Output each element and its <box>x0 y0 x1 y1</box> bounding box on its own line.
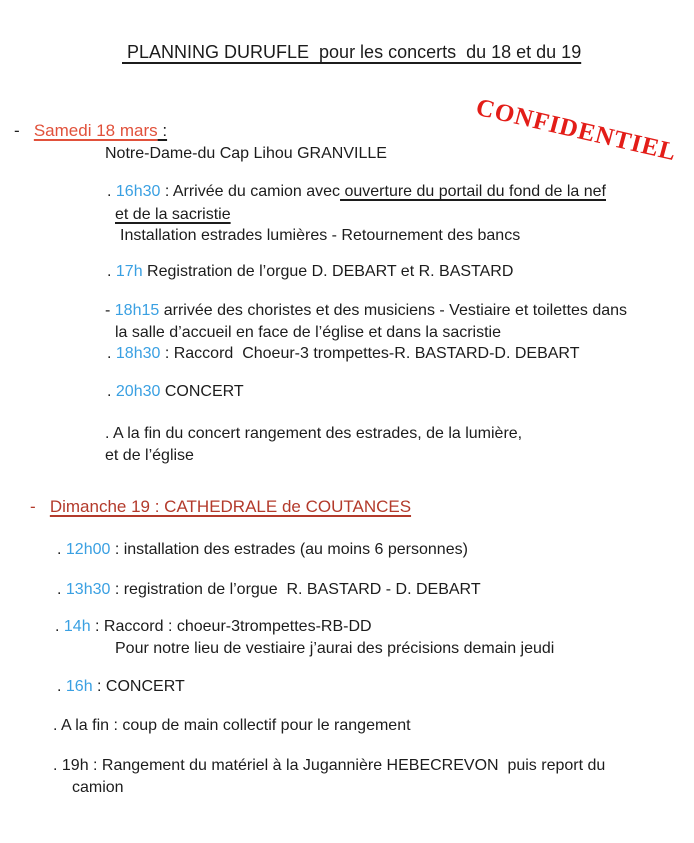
item-16h <box>57 676 185 698</box>
heading-colon: : <box>157 121 168 140</box>
bullet: . <box>107 263 116 280</box>
item-text: . A la fin : coup de main collectif pour le rangement <box>53 717 411 734</box>
time-label: 17h <box>115 263 143 280</box>
time-label: 12h00 <box>65 541 111 558</box>
dash: - <box>14 121 34 140</box>
section-heading-dimanche <box>30 496 411 518</box>
venue-name: Notre-Dame-du Cap Lihou GRANVILLE <box>105 145 387 162</box>
item-text: arrivée des choristes et des musiciens - Vestiaire et toilettes dans <box>159 302 628 319</box>
item-16h30-cont-2 <box>120 225 520 247</box>
note-a-la-fin <box>53 715 411 737</box>
item-19h-cont <box>72 777 124 799</box>
underlined-text: ouverture du portail du fond de la nef <box>340 183 606 200</box>
section-heading-samedi <box>14 120 167 142</box>
item-18h15-cont <box>115 322 501 344</box>
bullet: . <box>57 581 66 598</box>
item-19h <box>53 755 605 777</box>
item-text: : CONCERT <box>92 678 185 695</box>
time-label: 18h15 <box>114 302 160 319</box>
date-heading: Samedi 18 mars <box>33 121 158 140</box>
time-label: 14h <box>63 618 91 635</box>
time-label: 20h30 <box>115 383 161 400</box>
item-18h30 <box>107 343 579 365</box>
note-end-of-concert <box>105 423 522 445</box>
time-label: 16h <box>65 678 93 695</box>
item-text: : installation des estrades (au moins 6 personnes) <box>110 541 468 558</box>
venue-line <box>105 143 387 165</box>
page-title: PLANNING DURUFLE pour les concerts du 18 et du 19 <box>122 42 582 62</box>
item-16h30-cont-1 <box>115 204 231 226</box>
dash: - <box>105 302 115 319</box>
bullet: . <box>107 183 116 200</box>
item-text: : Raccord Choeur-3 trompettes-R. BASTARD-D. DEBART <box>160 345 580 362</box>
item-16h30 <box>107 181 606 203</box>
item-13h30 <box>57 579 481 601</box>
item-text: : Arrivée du camion avec <box>160 183 341 200</box>
item-18h15 <box>105 300 627 322</box>
confidential-stamp: CONFIDENTIEL <box>473 94 680 167</box>
item-20h30 <box>107 381 244 403</box>
time-label: 13h30 <box>65 581 111 598</box>
bullet: . <box>55 618 64 635</box>
item-14h-cont <box>115 638 554 660</box>
item-text: la salle d’accueil en face de l’église et dans la sacristie <box>115 324 501 341</box>
item-text: Registration de l’orgue D. DEBART et R. BASTARD <box>142 263 514 280</box>
time-label: 16h30 <box>115 183 161 200</box>
underlined-text: et de la sacristie <box>115 206 231 223</box>
item-text: camion <box>72 779 124 796</box>
date-heading: Dimanche 19 : CATHEDRALE de COUTANCES <box>49 497 412 516</box>
item-text: : Raccord : choeur-3trompettes-RB-DD <box>90 618 372 635</box>
item-text: . A la fin du concert rangement des estrades, de la lumière, <box>105 425 523 442</box>
bullet: . <box>107 383 116 400</box>
bullet: . <box>57 678 66 695</box>
note-end-of-concert-cont <box>105 445 194 467</box>
item-text: Installation estrades lumières - Retournement des bancs <box>120 227 521 244</box>
item-12h00 <box>57 539 468 561</box>
item-text: . 19h : Rangement du matériel à la Jugannière HEBECREVON puis report du <box>53 757 606 774</box>
item-14h <box>55 616 372 638</box>
bullet: . <box>57 541 66 558</box>
item-text: Pour notre lieu de vestiaire j’aurai des précisions demain jeudi <box>115 640 555 657</box>
item-text: : registration de l’orgue R. BASTARD - D. DEBART <box>110 581 481 598</box>
item-text: et de l’église <box>105 447 194 464</box>
item-text: CONCERT <box>160 383 244 400</box>
bullet: . <box>107 345 116 362</box>
item-17h <box>107 261 513 283</box>
time-label: 18h30 <box>115 345 161 362</box>
dash: - <box>30 497 50 516</box>
